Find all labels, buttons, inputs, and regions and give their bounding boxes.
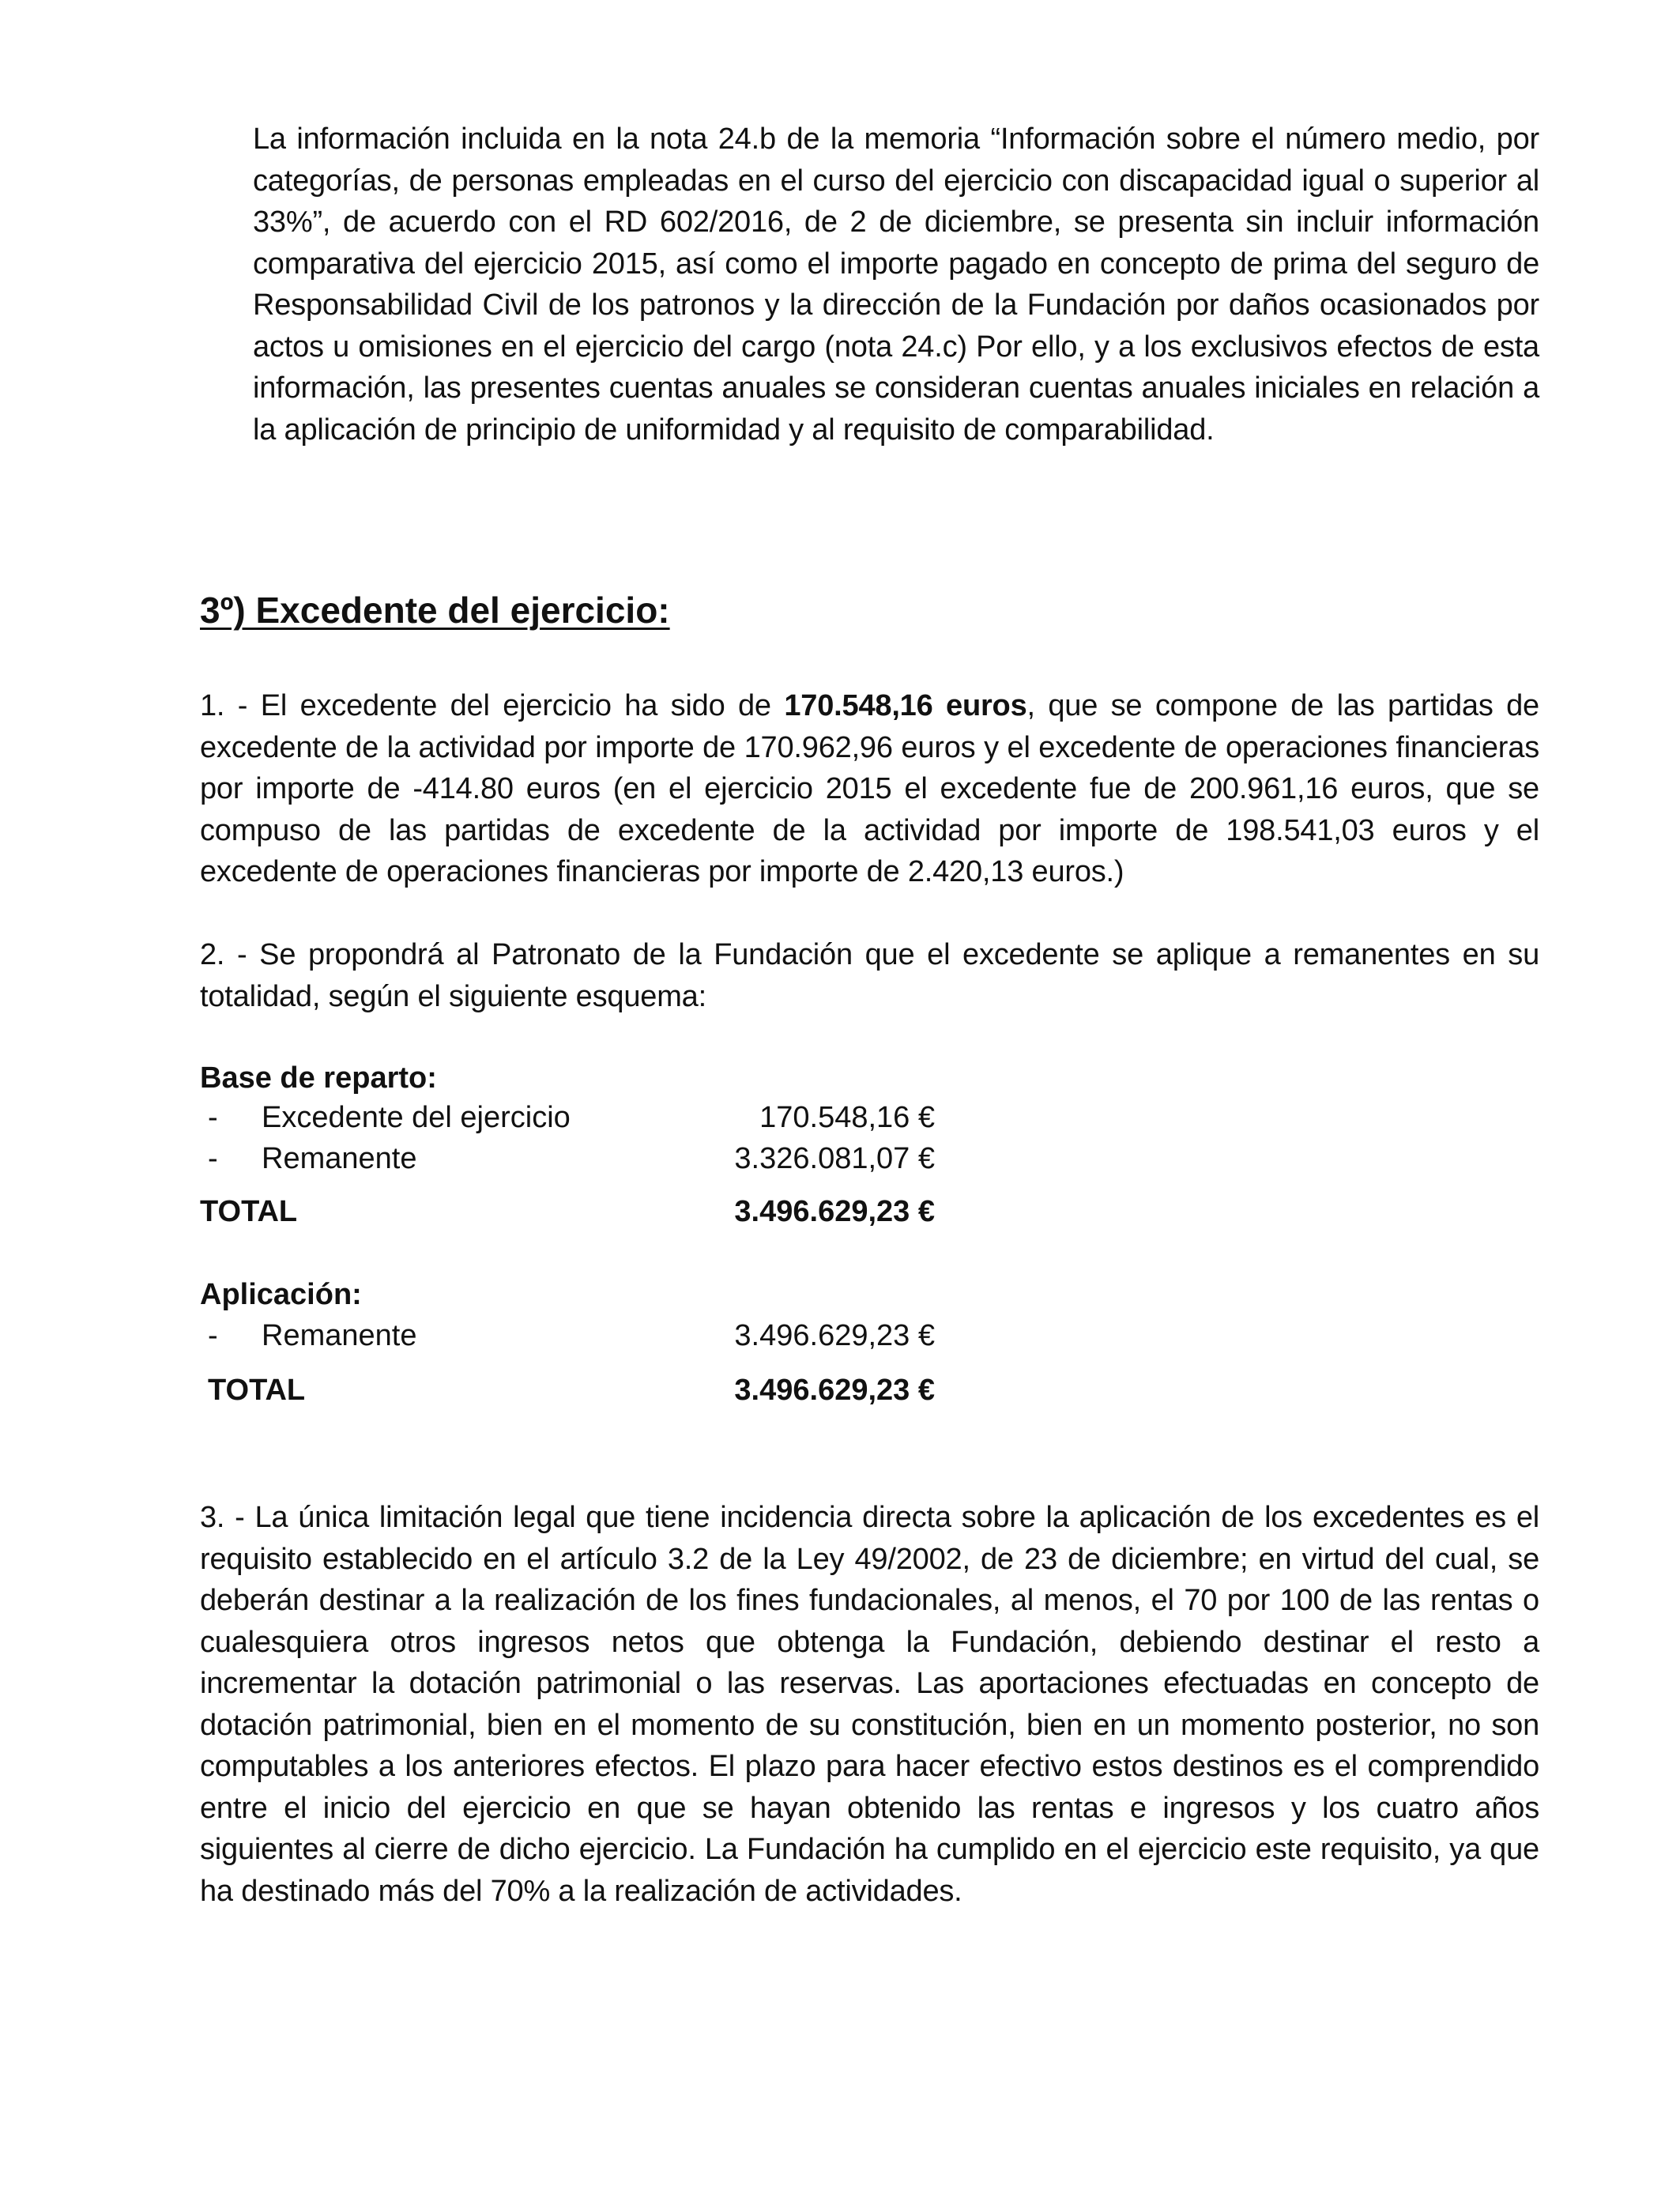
row-amount: 170.548,16 € [759,1101,935,1134]
aplicacion-row [200,1319,935,1360]
total-amount: 3.496.629,23 € [734,1374,935,1407]
row-dash: - [208,1319,218,1352]
row-label: Excedente del ejercicio [262,1101,571,1134]
row-dash: - [208,1101,218,1134]
base-reparto-total-row [200,1195,935,1236]
intro-paragraph: La información incluida en la nota 24.b de la memoria “Información sobre el número medio, por categorías, de personas empleadas en el curso del ejercicio con discapacidad igual o superior al 33%”, de acuerdo con el RD 602/2016, de 2 de diciembre, se presenta sin incluir información comparativa del ejercicio 2015, así como el importe pagado en concepto de prima del seguro de Responsabilidad Civil de los patronos y la dirección de la Fundación por daños ocasionados por actos u omisiones en el ejercicio del cargo (nota 24.c) Por ello, y a los exclusivos efectos de esta información, las presentes cuentas anuales se consideran cuentas anuales iniciales en relación a la aplicación de principio de uniformidad y al requisito de comparabilidad. [253,123,1539,447]
aplicacion-total-row [200,1374,935,1415]
point-3-paragraph: 3. - La única limitación legal que tiene incidencia directa sobre la aplicación de los excedentes es el requisito establecido en el artículo 3.2 de la Ley 49/2002, de 23 de diciembre; en virtud del cual, se deberán destinar a la realización de los fines fundacionales, al menos, el 70 por 100 de las rentas o cualesquiera otros ingresos netos que obtenga la Fundación, debiendo destinar el resto a incrementar la dotación patrimonial o las reservas. Las aportaciones efectuadas en concepto de dotación patrimonial, bien en el momento de su constitución, bien en un momento posterior, no son computables a los anteriores efectos. El plazo para hacer efectivo estos destinos es el comprendido entre el inicio del ejercicio en que se hayan obtenido las rentas e ingresos y los cuatro años siguientes al cierre de dicho ejercicio. La Fundación ha cumplido en el ejercicio este requisito, ya que ha destinado más del 70% a la realización de actividades. [200,1501,1539,1908]
point-1-bold-amount: 170.548,16 euros [784,689,1027,722]
row-label: Remanente [262,1319,417,1352]
row-label: Remanente [262,1142,417,1175]
point-1-paragraph [200,685,1539,893]
aplicacion-title: Aplicación: [200,1278,362,1311]
section-heading: 3º) Excedente del ejercicio: [200,590,670,631]
point-1-prefix: 1. - El excedente del ejercicio ha sido de [200,689,785,722]
base-reparto-title: Base de reparto: [200,1061,437,1095]
total-label: TOTAL [208,1374,306,1407]
point-1-suffix: , que se compone de las partidas de excedente de la actividad por importe de 170.962,96 euros y el excedente de operaciones financieras por importe de -414.80 euros (en el ejercicio 2015 el excedente fue de 200.961,16 euros, que se compuso de las partidas de excedente de la actividad por importe de 198.541,03 euros y el excedente de operaciones financieras por importe de 2.420,13 euros.) [200,689,1539,888]
total-amount: 3.496.629,23 € [734,1195,935,1228]
base-reparto-row [200,1142,935,1183]
base-reparto-row [200,1101,935,1142]
point-2-paragraph: 2. - Se propondrá al Patronato de la Fundación que el excedente se aplique a remanentes en su totalidad, según el siguiente esquema: [200,938,1539,1013]
row-amount: 3.496.629,23 € [734,1319,935,1352]
total-label: TOTAL [200,1195,298,1228]
row-amount: 3.326.081,07 € [734,1142,935,1175]
row-dash: - [208,1142,218,1175]
